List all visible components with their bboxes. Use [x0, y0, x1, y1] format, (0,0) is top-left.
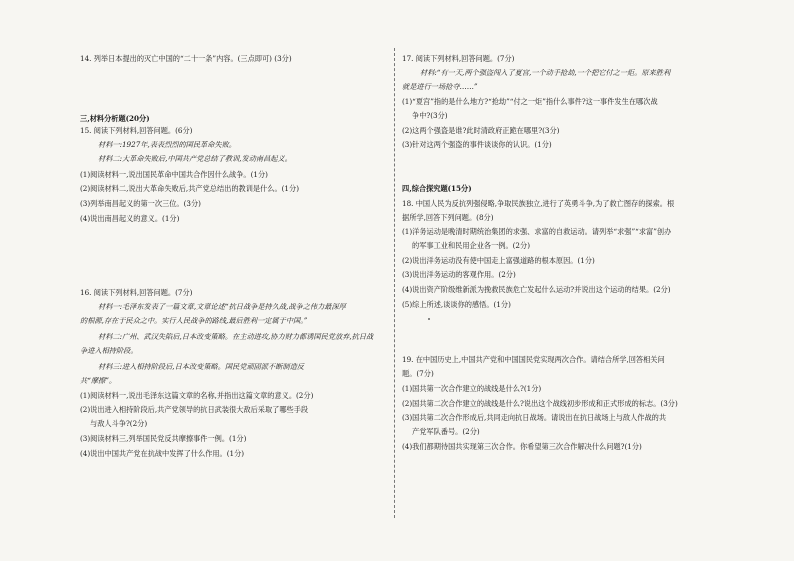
section-comprehensive: 四,综合探究题(15分): [402, 184, 472, 193]
q19-sub-3b: 产党军队番号。(2分): [412, 427, 480, 436]
q16-material-3a: 材料三:进入相持阶段后,日本改变策略。国民党顽固派不断制造反: [98, 362, 304, 371]
q17-sub-1b: 争中?(3分): [412, 111, 448, 120]
q16-sub-4: (4)说出中国共产党在抗战中发挥了什么作用。(1分): [80, 449, 245, 458]
q18-sub-1b: 的军事工业和民用企业各一例。(2分): [412, 241, 530, 250]
q16-material-1a: 材料一:毛泽东发表了一篇文章,文章论述“抗日战争是持久战,战争之伟力最深厚: [98, 302, 346, 311]
q16-material-2a: 材料二:广州、武汉失陷后,日本改变策略。在主动进攻,协力财力都诱国民党放弃,抗日战: [98, 332, 374, 341]
question-14: 14. 列举日本提出的灭亡中国的“二十一条”内容。(三点即可) (3分): [80, 54, 292, 63]
q19-sub-2: (2)国共第二次合作建立的战线是什么?说出这个战线初步形成和正式形成的标志。(3分): [402, 399, 678, 408]
q19-sub-1: (1)国共第一次合作建立的战线是什么?(1分): [402, 384, 542, 393]
stray-mark: [428, 318, 430, 320]
q17-sub-2: (2)这两个强盗是谁?此时清政府正跪在哪里?(3分): [402, 126, 560, 135]
column-divider: [394, 48, 395, 518]
q15-sub-2: (2)阅读材料二,说出大革命失败后,共产党总结出的教训是什么。(1分): [80, 184, 299, 193]
question-18-title-b: 据所学,回答下列问题。(8分): [402, 213, 494, 222]
q15-sub-1: (1)阅读材料一,说出国民革命中国共合作因什么战争。(1分): [80, 170, 268, 179]
q16-sub-3: (3)阅读材料三,列举国民党反共摩擦事件一例。(1分): [80, 434, 247, 443]
q17-sub-3: (3)针对这两个强盗的事件谈谈你的认识。(1分): [402, 140, 552, 149]
section-material-analysis: 三,材料分析题(20分): [80, 114, 150, 123]
q15-sub-3: (3)列举南昌起义的第一次三位。(3分): [80, 199, 201, 208]
q15-material-2: 材料二:大革命失败后,中国共产党总结了教训,发动南昌起义。: [98, 154, 292, 163]
question-19-title-b: 题。(7分): [402, 369, 434, 378]
q15-material-1: 材料一:1927年,表表烈烈的国民革命失败。: [98, 140, 236, 149]
question-16-title: 16. 阅读下列材料,回答问题。(7分): [80, 288, 193, 297]
question-17-title: 17. 阅读下列材料,回答问题。(7分): [402, 54, 515, 63]
q17-material-b: 就是进行一场抢夺……”: [402, 82, 478, 91]
q18-sub-2: (2)说出洋务运动没有使中国走上富强道路的根本原因。(1分): [402, 256, 595, 265]
q16-material-2b: 争进入相持阶段。: [80, 346, 138, 355]
q18-sub-3: (3)说出洋务运动的客观作用。(2分): [402, 270, 516, 279]
question-18-title-a: 18. 中国人民为反抗列强侵略,争取民族独立,进行了英勇斗争,为了救亡图存的探索。根: [402, 199, 675, 208]
q15-sub-4: (4)说出南昌起义的意义。(1分): [80, 214, 180, 223]
q18-sub-4: (4)说出资产阶级维新派为挽救民族危亡发起什么运动?并说出这个运动的结果。(2分): [402, 285, 671, 294]
q18-sub-5: (5)综上所述,谈谈你的感悟。(1分): [402, 300, 511, 309]
q18-sub-1a: (1)洋务运动是晚清时期统治集团的求强、求富的自救运动。请列举“求强”“求富”创办: [402, 227, 672, 236]
q16-sub-2a: (2)说出进入相持阶段后,共产党领导的抗日武装很大敌后采取了哪些手段: [80, 405, 309, 414]
q19-sub-3a: (3)国共第二次合作形成后,共同走向抗日战场。请说出在抗日战场上与敌人作战的共: [402, 413, 667, 422]
q17-material-a: 材料:“有一天,两个强盗闯入了夏宫,一个动手抢劫,一个把它付之一炬。原来胜利: [420, 68, 671, 77]
question-19-title-a: 19. 在中国历史上,中国共产党和中国国民党实现两次合作。请结合所学,回答相关问: [402, 355, 665, 364]
q16-sub-1: (1)阅读材料一,说出毛泽东这篇文章的名称,并指出这篇文章的意义。(2分): [80, 391, 314, 400]
q16-material-3b: 共“摩擦”。: [80, 376, 117, 385]
q19-sub-4: (4)我们都期待国共实现第三次合作。你希望第三次合作解决什么问题?(1分): [402, 442, 642, 451]
q16-sub-2b: 与敌人斗争?(2分): [90, 419, 148, 428]
question-15-title: 15. 阅读下列材料,回答问题。(6分): [80, 126, 193, 135]
q17-sub-1a: (1)“夏宫”指的是什么地方?“抢劫”“付之一炬”指什么事件?这一事件发生在哪次战: [402, 97, 658, 106]
q16-material-1b: 的根源,存在于民众之中。实行人民战争的路线,最后胜利一定属于中国。”: [80, 316, 308, 325]
